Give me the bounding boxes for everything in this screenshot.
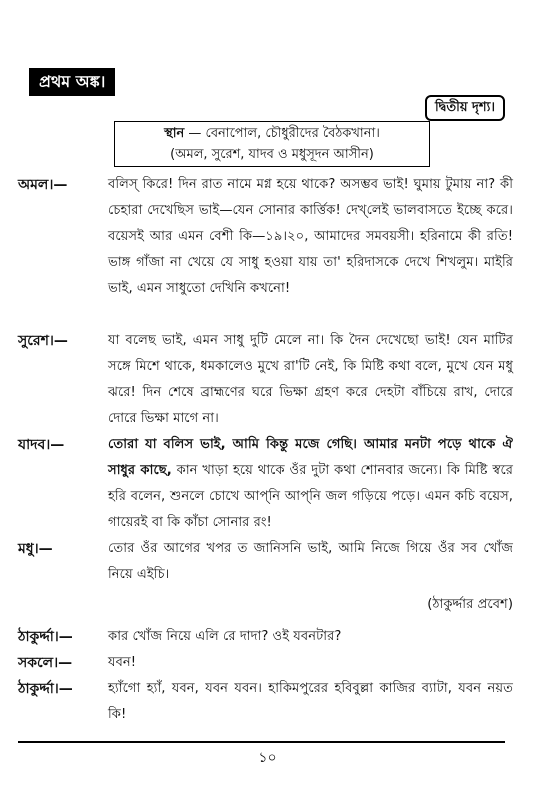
dialogue-row-madhu [18,536,513,588]
speech-text: যা বলেছ ভাই, এমন সাধু দুটি মেলে না। কি দৈন দেখেছো ভাই! যেন মাটির সঙ্গে মিশে থাকে, ধমকালেও মুখে রা'টি নেই, কি মিষ্টি কথা বলে, মুখে যেন মধু ঝরে! দিন শেষে ব্রাহ্মণের ঘরে ভিক্ষা গ্রহণ করে দেহটা বাঁচিয়ে রাখ, দোরে দোরে ভিক্ষা মাগে না। [108,333,513,426]
speech-text [108,432,513,536]
speaker-name: সুরেশ।— [18,333,68,349]
speaker-name: যাদব।— [18,437,65,453]
dialogue-section [18,172,513,728]
speaker-name: ঠাকুর্দ্দা।— [18,681,73,697]
stage-direction: (ঠাকুর্দ্দার প্রবেশ) [427,597,513,612]
dialogue-row-thakurda-1 [18,624,513,650]
speech-text: হ্যাঁগো হ্যাঁ, যবন, যবন যবন। হাকিমপুরের হবিবুল্লা কাজির ব্যাটা, যবন নয়ত কি! [108,681,513,722]
speech-text: কার খোঁজ নিয়ে এলি রে দাদা? ওই যবনটার? [108,629,342,644]
setting-place-label: স্থান [164,126,185,141]
setting-place: — বেনাপোল, চৌধুরীদের বৈঠকখানা। [188,126,380,141]
page-number: ১০ [258,750,277,766]
speech-text-bold: তোরা যা বলিস ভাই, আমি কিন্তু মজে গেছি। আমার মনটা পড়ে থাকে ঐ সাধুর কাছে, [108,437,513,478]
speech-text-rest: কান খাড়া হয়ে থাকে ওঁর দুটা কথা শোনবার জন্যে। কি মিষ্টি স্বরে হরি বলেন, শুনলে চোখে আপ্‌নি আপ্‌নি জল গড়িয়ে পড়ে। এমন কচি বয়েস, গায়েরই বা কি কাঁচা সোনার রং! [108,463,514,530]
footer-divider [18,741,505,743]
speech-text: বলিস্ কিরে! দিন রাত নামে মগ্ন হয়ে থাকে? অসম্ভব ভাই! ঘুমায় টুমায় না? কী চেহারা দেখেছিস ভাই—যেন সোনার কার্ত্তিক! দেখ্‌লেই ভালবাসতে ইচ্ছে করে। বয়েসই আর এমন বেশী কি—১৯।২০, আমাদের সমবয়সী। হরিনামে কী রতি! ভাঙ্গ গাঁজা না খেয়ে যে সাধু হওয়া যায় তা' হরিদাসকে দেখে শিখলুম। মাইরি ভাই, এমন সাধুতো দেখিনি কখনো! [108,177,513,296]
dialogue-row-jadab [18,432,513,536]
setting-box [114,121,430,167]
speech-text: তোর ওঁর আগের খপর ত জানিসনি ভাই, আমি নিজে গিয়ে ওঁর সব খোঁজ নিয়ে এইচি। [108,541,513,582]
speaker-name: অমল।— [18,177,68,193]
dialogue-row-suresh [18,328,513,432]
speaker-name: ঠাকুর্দ্দা।— [18,629,73,645]
setting-cast: (অমল, সুরেশ, যাদব ও মধুসূদন আসীন) [170,147,374,162]
speech-text: যবন! [108,655,137,670]
dialogue-row-thakurda-2 [18,676,513,728]
scene-heading: দ্বিতীয় দৃশ্য। [425,95,505,121]
setting-place-line [119,123,425,144]
act-heading: প্রথম অঙ্ক। [29,68,115,96]
speaker-name: সকলে।— [18,655,73,671]
dialogue-row-sakale [18,650,513,676]
dialogue-row-amol [18,172,513,328]
speaker-name: মধু।— [18,541,53,557]
